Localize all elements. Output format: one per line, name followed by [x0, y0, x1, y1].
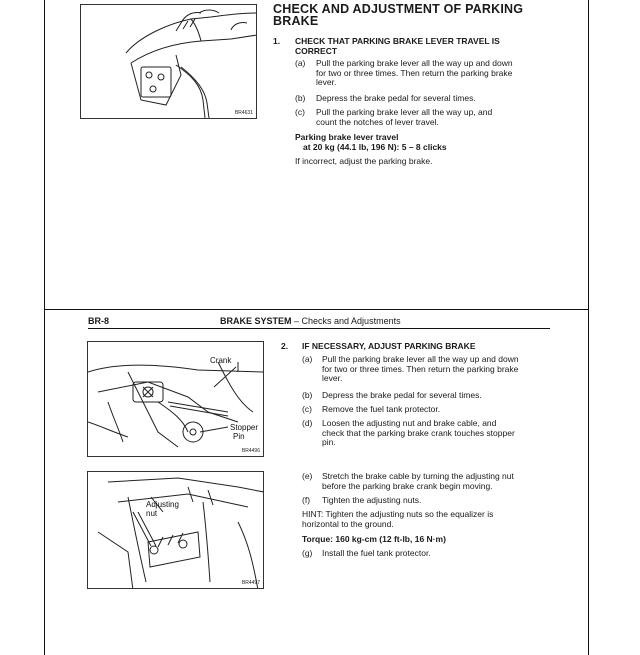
callout-pin: Pin [233, 432, 245, 441]
figure-adjusting-nut [87, 471, 264, 589]
figure-code: BR4496 [241, 448, 260, 454]
header-rule [88, 328, 550, 329]
figure-crank-stopper [87, 341, 264, 457]
spec-title: Parking brake lever travel [295, 132, 399, 142]
hint: HINT: Tighten the adjusting nuts so the equalizer is horizontal to the ground. [302, 509, 494, 529]
page-divider [44, 309, 589, 310]
list-item: (b) Depress the brake pedal for several times. [302, 390, 482, 400]
page-id: BR-8 [88, 316, 110, 326]
hand-pulling-lever-illustration [81, 5, 257, 119]
incorrect-note: If incorrect, adjust the parking brake. [295, 156, 433, 166]
step-1-heading: 1. CHECK THAT PARKING BRAKE LEVER TRAVEL IS CORRECT [273, 36, 500, 56]
list-item: (c) Remove the fuel tank protector. [302, 404, 441, 414]
list-item: (a) Pull the parking brake lever all the way up and down for two or three times. Then return the parking brake lever. [295, 58, 513, 87]
section-title: CHECK AND ADJUSTMENT OF PARKING BRAKE [273, 2, 524, 28]
list-item: (c) Pull the parking brake lever all the way up, and count the notches of lever travel. [295, 107, 493, 127]
callout-adjusting: Adjusting [146, 500, 179, 509]
callout-crank: Crank [210, 356, 232, 365]
running-header: BRAKE SYSTEM – Checks and Adjustments [220, 316, 401, 326]
spec-value: at 20 kg (44.1 lb, 196 N): 5 – 8 clicks [303, 142, 447, 152]
list-item: (g) Install the fuel tank protector. [302, 548, 431, 558]
list-item: (a) Pull the parking brake lever all the way up and down for two or three times. Then return the parking brake lever. [302, 354, 519, 383]
callout-stopper: Stopper [230, 423, 259, 432]
torque-spec: Torque: 160 kg-cm (12 ft-lb, 16 N·m) [302, 534, 446, 544]
step-number: 1. [273, 36, 281, 46]
step-2-heading: 2. IF NECESSARY, ADJUST PARKING BRAKE [281, 341, 476, 351]
list-item: (d) Loosen the adjusting nut and brake cable, and check that the parking brake crank touches stopper pin. [302, 418, 515, 447]
adjusting-nut-illustration [88, 472, 264, 589]
list-item: (b) Depress the brake pedal for several times. [295, 93, 476, 103]
figure-parking-brake-lever [80, 4, 257, 119]
callout-nut: nut [146, 509, 158, 518]
step-number: 2. [281, 341, 289, 351]
figure-code: BR4631 [234, 110, 253, 116]
list-item: (e) Stretch the brake cable by turning the adjusting nut before the parking brake crank begin moving. [302, 471, 514, 491]
list-item: (f) Tighten the adjusting nuts. [302, 495, 422, 505]
figure-code: BR4497 [241, 580, 260, 586]
